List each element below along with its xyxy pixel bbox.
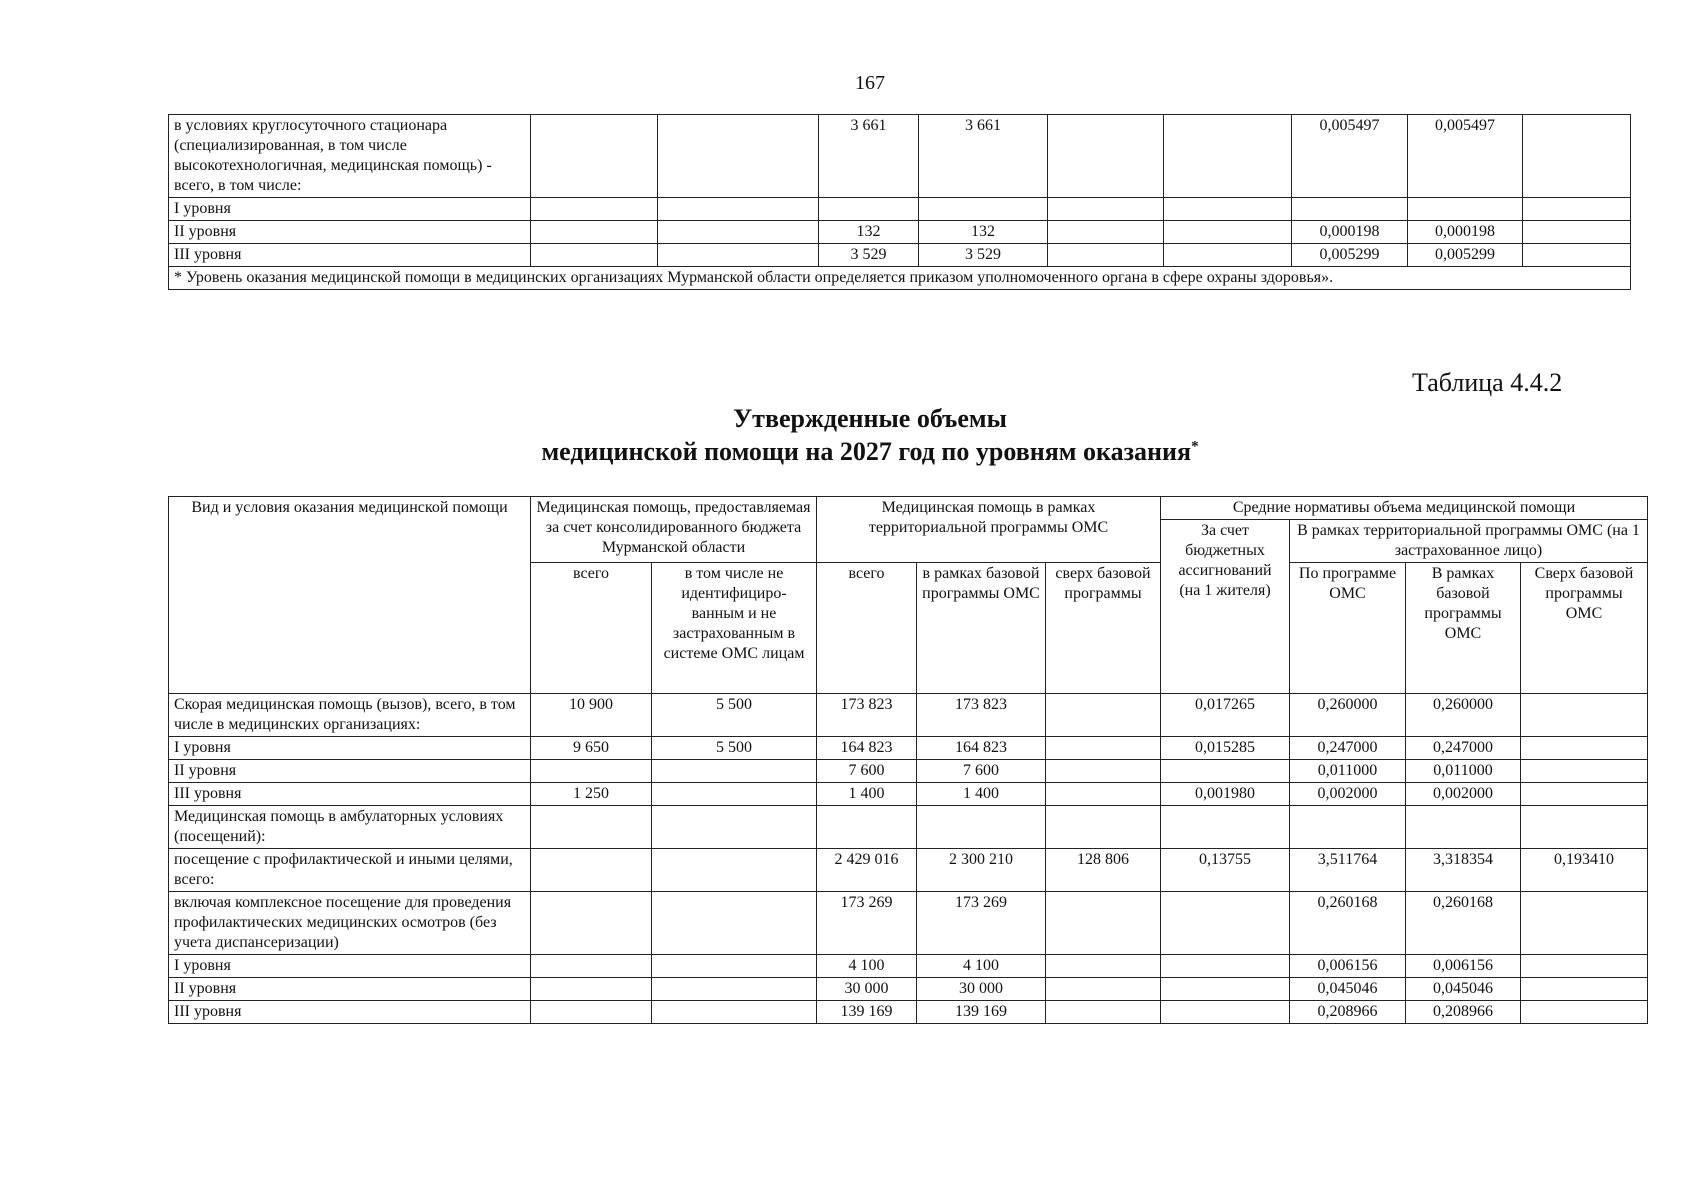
header-oms-basic: в рамках базовой программы ОМС bbox=[917, 563, 1046, 694]
table-cell bbox=[652, 760, 817, 783]
row-label: III уровня bbox=[169, 244, 531, 267]
table-cell: 3 661 bbox=[819, 115, 919, 198]
table-cell: 1 250 bbox=[531, 783, 652, 806]
table-cell: 7 600 bbox=[817, 760, 917, 783]
table-row bbox=[169, 198, 1631, 221]
table-cell bbox=[652, 849, 817, 892]
table-cell: 0,000198 bbox=[1408, 221, 1523, 244]
table-row bbox=[169, 737, 1648, 760]
table-cell: 0,13755 bbox=[1161, 849, 1290, 892]
table-cell bbox=[1521, 694, 1648, 737]
table-cell bbox=[531, 978, 652, 1001]
table-cell: 164 823 bbox=[917, 737, 1046, 760]
table-cell bbox=[1521, 978, 1648, 1001]
table-cell bbox=[1164, 115, 1292, 198]
table-title-line2 bbox=[0, 436, 1697, 468]
table-cell bbox=[1521, 783, 1648, 806]
table-cell: 0,247000 bbox=[1406, 737, 1521, 760]
table-cell bbox=[652, 783, 817, 806]
table-cell bbox=[1523, 244, 1631, 267]
row-label: включая комплексное посещение для проведения профилактических медицинских осмотров (без учета диспансеризации) bbox=[169, 892, 531, 955]
table-cell bbox=[1048, 221, 1164, 244]
continuation-table bbox=[168, 114, 1631, 290]
table-cell bbox=[531, 760, 652, 783]
table-cell bbox=[1046, 955, 1161, 978]
table-cell bbox=[531, 198, 658, 221]
table-cell bbox=[1046, 892, 1161, 955]
table-cell: 0,006156 bbox=[1406, 955, 1521, 978]
table-cell bbox=[1290, 806, 1406, 849]
table-cell bbox=[1046, 737, 1161, 760]
table-cell: 0,208966 bbox=[1406, 1001, 1521, 1024]
table-cell: 173 269 bbox=[917, 892, 1046, 955]
table-cell bbox=[1164, 198, 1292, 221]
table-cell bbox=[1161, 806, 1290, 849]
table-row bbox=[169, 849, 1648, 892]
header-oms-group: Медицинская помощь в рамках территориальной программы ОМС bbox=[817, 497, 1161, 563]
row-label: II уровня bbox=[169, 221, 531, 244]
table-row bbox=[169, 694, 1648, 737]
row-label: I уровня bbox=[169, 737, 531, 760]
table-cell: 0,260000 bbox=[1406, 694, 1521, 737]
table-cell: 5 500 bbox=[652, 737, 817, 760]
table-cell: 0,015285 bbox=[1161, 737, 1290, 760]
table-cell bbox=[1048, 115, 1164, 198]
table-cell bbox=[1521, 806, 1648, 849]
table-row bbox=[169, 1001, 1648, 1024]
table-cell bbox=[1523, 198, 1631, 221]
header-budget-alloc: За счет бюджетных ассигнований (на 1 жителя) bbox=[1161, 520, 1290, 694]
table-cell bbox=[1046, 783, 1161, 806]
table-cell bbox=[819, 198, 919, 221]
table-cell bbox=[1046, 978, 1161, 1001]
table-cell bbox=[658, 115, 819, 198]
table-cell: 0,260168 bbox=[1406, 892, 1521, 955]
title-text: медицинской помощи на 2027 год по уровням оказания bbox=[541, 437, 1192, 466]
table-title-line1: Утвержденные объемы bbox=[733, 404, 1007, 433]
table-cell bbox=[658, 244, 819, 267]
table-cell: 0,006156 bbox=[1290, 955, 1406, 978]
table-cell: 0,005299 bbox=[1292, 244, 1408, 267]
header-oms-per-insured: В рамках территориальной программы ОМС (на 1 застрахованное лицо) bbox=[1290, 520, 1648, 563]
table-row bbox=[169, 115, 1631, 198]
volumes-table bbox=[168, 496, 1648, 1024]
table-cell: 139 169 bbox=[817, 1001, 917, 1024]
table-cell bbox=[1046, 694, 1161, 737]
table-cell: 10 900 bbox=[531, 694, 652, 737]
table-cell bbox=[1521, 737, 1648, 760]
table-cell bbox=[531, 849, 652, 892]
table-cell: 0,260168 bbox=[1290, 892, 1406, 955]
table-cell: 0,011000 bbox=[1406, 760, 1521, 783]
table-cell bbox=[531, 221, 658, 244]
header-kind: Вид и условия оказания медицинской помощи bbox=[169, 497, 531, 694]
table-cell bbox=[652, 978, 817, 1001]
table-cell: 173 823 bbox=[817, 694, 917, 737]
table-cell bbox=[919, 198, 1048, 221]
table-cell: 0,005299 bbox=[1408, 244, 1523, 267]
table-cell bbox=[1521, 760, 1648, 783]
table-cell: 128 806 bbox=[1046, 849, 1161, 892]
header-oms-total: всего bbox=[817, 563, 917, 694]
table-cell bbox=[917, 806, 1046, 849]
table-cell: 9 650 bbox=[531, 737, 652, 760]
table-cell bbox=[1406, 806, 1521, 849]
table-cell: 30 000 bbox=[917, 978, 1046, 1001]
table-cell bbox=[1046, 760, 1161, 783]
table-cell: 3,318354 bbox=[1406, 849, 1521, 892]
table-cell bbox=[1161, 1001, 1290, 1024]
table-cell bbox=[817, 806, 917, 849]
table-cell: 0,017265 bbox=[1161, 694, 1290, 737]
table-row bbox=[169, 955, 1648, 978]
table-cell bbox=[1521, 955, 1648, 978]
table-cell: 0,260000 bbox=[1290, 694, 1406, 737]
header-budget-group: Медицинская помощь, предоставляемая за счет консолидированного бюджета Мурманской области bbox=[531, 497, 817, 563]
table-cell: 0,005497 bbox=[1408, 115, 1523, 198]
table-row bbox=[169, 978, 1648, 1001]
table-cell: 132 bbox=[819, 221, 919, 244]
table-cell: 1 400 bbox=[817, 783, 917, 806]
table-cell: 0,208966 bbox=[1290, 1001, 1406, 1024]
table-cell bbox=[1048, 244, 1164, 267]
table-cell: 0,005497 bbox=[1292, 115, 1408, 198]
header-budget-unidentified: в том числе не идентифициро-ванным и не застрахованным в системе ОМС лицам bbox=[652, 563, 817, 694]
table-cell: 3,511764 bbox=[1290, 849, 1406, 892]
table-cell: 0,193410 bbox=[1521, 849, 1648, 892]
table-row bbox=[169, 806, 1648, 849]
table-cell: 139 169 bbox=[917, 1001, 1046, 1024]
table-cell: 132 bbox=[919, 221, 1048, 244]
table-cell bbox=[1523, 115, 1631, 198]
row-label: посещение с профилактической и иными целями, всего: bbox=[169, 849, 531, 892]
header-norm-program: По программе ОМС bbox=[1290, 563, 1406, 694]
table-cell: 5 500 bbox=[652, 694, 817, 737]
table-cell bbox=[1161, 955, 1290, 978]
table-cell: 30 000 bbox=[817, 978, 917, 1001]
row-label: II уровня bbox=[169, 978, 531, 1001]
table-cell: 1 400 bbox=[917, 783, 1046, 806]
table-cell bbox=[1408, 198, 1523, 221]
row-label: I уровня bbox=[169, 198, 531, 221]
table-cell: 0,045046 bbox=[1290, 978, 1406, 1001]
table-cell bbox=[658, 221, 819, 244]
header-norm-basic: В рамках базовой программы ОМС bbox=[1406, 563, 1521, 694]
table-cell: 3 529 bbox=[819, 244, 919, 267]
footnote: * Уровень оказания медицинской помощи в медицинских организациях Мурманской области определяется приказом уполномоченного органа в сфере охраны здоровья». bbox=[169, 267, 1631, 290]
table-cell bbox=[1161, 892, 1290, 955]
table-cell: 164 823 bbox=[817, 737, 917, 760]
table-cell bbox=[1521, 892, 1648, 955]
table-cell: 4 100 bbox=[917, 955, 1046, 978]
table-cell bbox=[531, 892, 652, 955]
table-cell bbox=[1164, 244, 1292, 267]
table-cell: 4 100 bbox=[817, 955, 917, 978]
table-cell: 173 269 bbox=[817, 892, 917, 955]
table-cell bbox=[531, 244, 658, 267]
header-norm-above: Сверх базовой программы ОМС bbox=[1521, 563, 1648, 694]
table-cell bbox=[531, 1001, 652, 1024]
table-cell: 2 429 016 bbox=[817, 849, 917, 892]
table-cell: 0,002000 bbox=[1406, 783, 1521, 806]
table-cell: 173 823 bbox=[917, 694, 1046, 737]
table-cell: 2 300 210 bbox=[917, 849, 1046, 892]
row-label: II уровня bbox=[169, 760, 531, 783]
table-cell: 0,011000 bbox=[1290, 760, 1406, 783]
header-budget-total: всего bbox=[531, 563, 652, 694]
table-cell bbox=[652, 806, 817, 849]
table-row bbox=[169, 221, 1631, 244]
table-cell bbox=[1164, 221, 1292, 244]
table-cell bbox=[1292, 198, 1408, 221]
row-label: III уровня bbox=[169, 1001, 531, 1024]
footnote-star: * bbox=[1191, 438, 1199, 455]
table-cell bbox=[1523, 221, 1631, 244]
table-cell: 0,002000 bbox=[1290, 783, 1406, 806]
table-cell: 0,247000 bbox=[1290, 737, 1406, 760]
table-cell bbox=[531, 806, 652, 849]
row-label: III уровня bbox=[169, 783, 531, 806]
table-cell: 7 600 bbox=[917, 760, 1046, 783]
row-label: Скорая медицинская помощь (вызов), всего, в том числе в медицинских организациях: bbox=[169, 694, 531, 737]
row-label: Медицинская помощь в амбулаторных условиях (посещений): bbox=[169, 806, 531, 849]
row-label: I уровня bbox=[169, 955, 531, 978]
table-cell bbox=[531, 115, 658, 198]
table-cell: 0,000198 bbox=[1292, 221, 1408, 244]
table-cell bbox=[652, 955, 817, 978]
table-cell bbox=[652, 892, 817, 955]
table-cell: 3 529 bbox=[919, 244, 1048, 267]
header-norms-group: Средние нормативы объема медицинской помощи bbox=[1161, 497, 1648, 520]
table-cell bbox=[1046, 1001, 1161, 1024]
table-cell bbox=[1161, 978, 1290, 1001]
table-row bbox=[169, 760, 1648, 783]
table-cell bbox=[1161, 760, 1290, 783]
table-cell: 0,045046 bbox=[1406, 978, 1521, 1001]
table-cell bbox=[1521, 1001, 1648, 1024]
page-number: 167 bbox=[855, 72, 885, 94]
row-label: в условиях круглосуточного стационара (специализированная, в том числе высокотехнологичная, медицинская помощь) - всего, в том числе: bbox=[169, 115, 531, 198]
table-caption: Таблица 4.4.2 bbox=[1412, 368, 1563, 397]
table-row bbox=[169, 783, 1648, 806]
table-cell bbox=[1048, 198, 1164, 221]
table-cell: 3 661 bbox=[919, 115, 1048, 198]
table-row bbox=[169, 892, 1648, 955]
table-cell bbox=[652, 1001, 817, 1024]
table-cell bbox=[1046, 806, 1161, 849]
table-cell bbox=[658, 198, 819, 221]
header-oms-above: сверх базовой программы bbox=[1046, 563, 1161, 694]
table-row bbox=[169, 244, 1631, 267]
table-cell: 0,001980 bbox=[1161, 783, 1290, 806]
table-cell bbox=[531, 955, 652, 978]
